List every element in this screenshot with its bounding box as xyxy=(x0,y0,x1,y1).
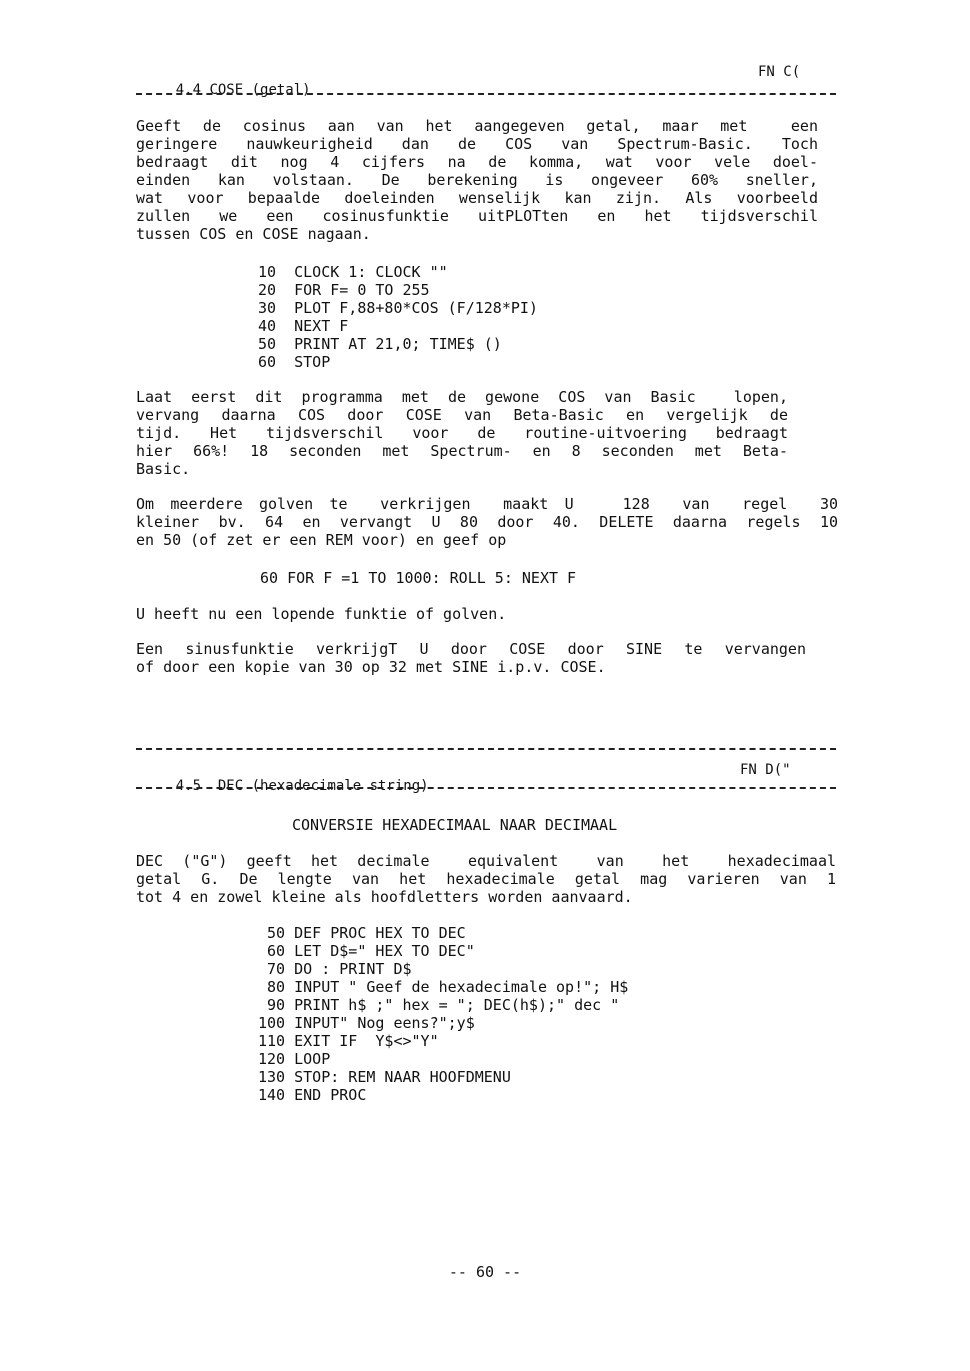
section-4-5-heading xyxy=(142,762,429,810)
code-line: 110 EXIT IF Y$<>"Y" xyxy=(258,1032,439,1050)
text-line: DEC ("G") geeft het decimale equivalent van het hexadecimaal xyxy=(136,852,836,870)
text-line: tijd. Het tijdsverschil voor de routine-uitvoering bedraagt xyxy=(136,424,788,442)
paragraph-dec-intro xyxy=(136,852,836,906)
text-line: of door een kopie van 30 op 32 met SINE i.p.v. COSE. xyxy=(136,658,606,676)
code-listing-dec xyxy=(258,924,628,1104)
code-line: 30 PLOT F,88+80*COS (F/128*PI) xyxy=(258,299,538,317)
text-line: zullen we een cosinusfunktie uitPLOTten en het tijdsverschil xyxy=(136,207,818,225)
text-line: kleiner bv. 64 en vervangt U 80 door 40. DELETE daarna regels 10 xyxy=(136,513,838,531)
code-line: 80 INPUT " Geef de hexadecimale op!"; H$ xyxy=(258,978,629,996)
code-line: 60 STOP xyxy=(258,353,331,371)
code-line: 120 LOOP xyxy=(258,1050,331,1068)
section-fn-label: FN D(" xyxy=(740,762,791,778)
text-line: hier 66%! 18 seconden met Spectrum- en 8 seconden met Beta- xyxy=(136,442,788,460)
text-line: Basic. xyxy=(136,460,191,478)
code-line: 130 STOP: REM NAAR HOOFDMENU xyxy=(258,1068,511,1086)
text-line: Om meerdere golven te verkrijgen maakt U 128 van regel 30 xyxy=(136,495,838,513)
section-4-4-heading xyxy=(142,66,311,114)
section-fn-label: FN C( xyxy=(758,64,801,80)
code-line: 60 LET D$=" HEX TO DEC" xyxy=(258,942,475,960)
divider xyxy=(136,787,836,789)
text-line: tussen COS en COSE nagaan. xyxy=(136,225,371,243)
code-line: 40 NEXT F xyxy=(258,317,349,335)
code-line: 70 DO : PRINT D$ xyxy=(258,960,412,978)
text-line: bedraagt dit nog 4 cijfers na de komma, wat voor vele doel- xyxy=(136,153,818,171)
paragraph-cose-intro xyxy=(136,117,818,243)
text-line: geringere nauwkeurigheid dan de COS van Spectrum-Basic. Toch xyxy=(136,135,818,153)
paragraph-cose-waves xyxy=(136,495,838,549)
text-line: tot 4 en zowel kleine als hoofdletters worden aanvaard. xyxy=(136,888,633,906)
section-title: DEC (hexadecimale string) xyxy=(217,778,429,794)
code-line: 90 PRINT h$ ;" hex = "; DEC(h$);" dec " xyxy=(258,996,620,1014)
code-line: 140 END PROC xyxy=(258,1086,367,1104)
text-line: Een sinusfunktie verkrijgT U door COSE door SINE te vervangen xyxy=(136,640,806,658)
conversion-heading: CONVERSIE HEXADECIMAAL NAAR DECIMAAL xyxy=(292,816,618,834)
text-line: en 50 (of zet er een REM voor) en geef op xyxy=(136,531,507,549)
section-title: COSE (getal) xyxy=(209,82,311,98)
page-number: -- 60 -- xyxy=(448,1263,522,1281)
text-line: einden kan volstaan. De berekening is ongeveer 60% sneller, xyxy=(136,171,818,189)
text-line: wat voor bepaalde doeleinden wenselijk kan zijn. Als voorbeeld xyxy=(136,189,818,207)
text-line: U heeft nu een lopende funktie of golven. xyxy=(136,605,507,623)
code-line: 60 FOR F =1 TO 1000: ROLL 5: NEXT F xyxy=(260,569,577,587)
code-line: 20 FOR F= 0 TO 255 xyxy=(258,281,430,299)
code-line: 50 PRINT AT 21,0; TIME$ () xyxy=(258,335,502,353)
text-line: Geeft de cosinus aan van het aangegeven getal, maar met een xyxy=(136,117,818,135)
code-listing-roll xyxy=(260,569,576,587)
code-line: 10 CLOCK 1: CLOCK "" xyxy=(258,263,448,281)
code-line: 100 INPUT" Nog eens?";y$ xyxy=(258,1014,475,1032)
code-listing-cose xyxy=(258,263,538,371)
paragraph-cose-compare xyxy=(136,388,788,478)
divider xyxy=(136,93,836,95)
section-number: 4.5 xyxy=(175,778,202,794)
divider xyxy=(136,748,836,750)
paragraph-cose-result xyxy=(136,605,826,623)
text-line: vervang daarna COS door COSE van Beta-Basic en vergelijk de xyxy=(136,406,788,424)
text-line: getal G. De lengte van het hexadecimale getal mag varieren van 1 xyxy=(136,870,836,888)
section-number: 4.4 xyxy=(175,82,202,98)
code-line: 50 DEF PROC HEX TO DEC xyxy=(258,924,466,942)
text-line: Laat eerst dit programma met de gewone COS van Basic lopen, xyxy=(136,388,788,406)
paragraph-cose-sine xyxy=(136,640,806,676)
